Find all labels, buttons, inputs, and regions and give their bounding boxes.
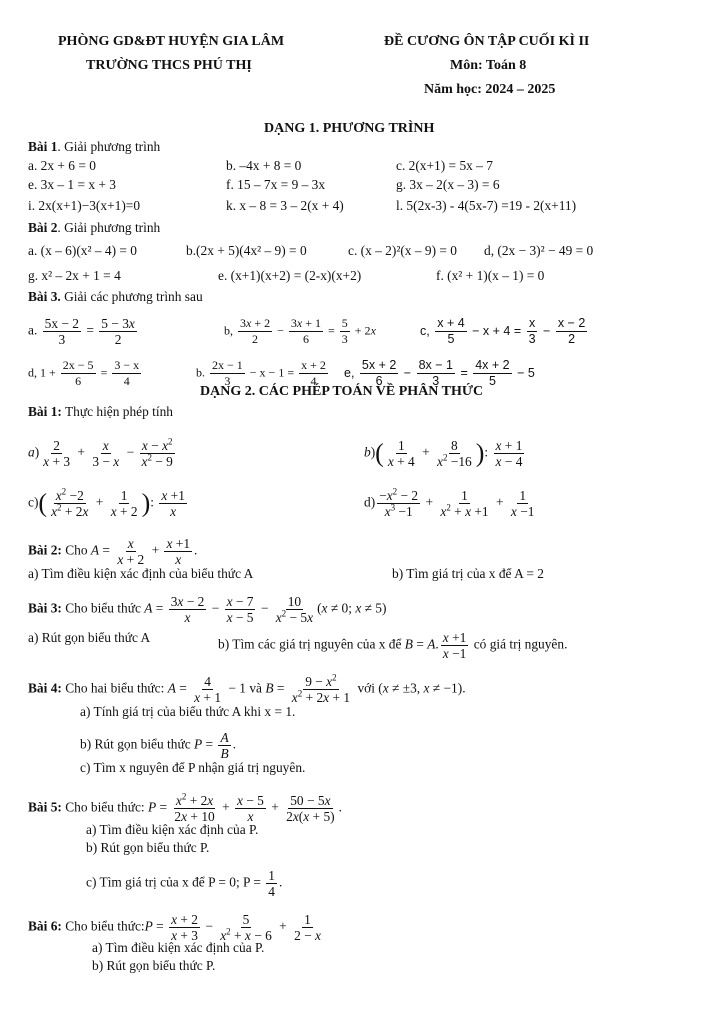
d2-exercise-3: Bài 3: Cho biểu thức A = $\frac{3x - 2}{x}$ − $\frac{x - 7}{x - 5}$ − $\frac{10}{x^2 - 5x}$ (x ≠ 0; x ≠ 5) [28, 594, 387, 625]
exercise-3-heading: Bài 3. Giải các phương trình sau [28, 289, 203, 304]
d2-ex4-c: c) Tìm x nguyên để P nhận giá trị nguyên. [80, 760, 306, 775]
eq-1a: a. 2x + 6 = 0 [28, 158, 96, 173]
eq-1l: l. 5(2x-3) - 4(5x-7) =19 - 2(x+11) [396, 198, 577, 213]
document-title: ĐỀ CƯƠNG ÔN TẬP CUỐI KÌ II [384, 34, 590, 49]
d2-ex4-b: b) Rút gọn biểu thức P = $\frac{A}{B}$ . [80, 730, 236, 761]
eq-1f: f. 15 – 7x = 9 – 3x [226, 177, 326, 192]
eq-2a: a. (x – 6)(x² – 4) = 0 [28, 243, 137, 258]
eq-1i: i. 2x(x+1)−3(x+1)=0 [28, 198, 141, 213]
section-2-title: DẠNG 2. CÁC PHÉP TOÁN VỀ PHÂN THỨC [200, 384, 484, 399]
eq-2c: c. (x – 2)²(x – 9) = 0 [348, 243, 457, 258]
d2-exercise-1-heading: Bài 1: Thực hiện phép tính [28, 404, 173, 419]
eq-1k: k. x – 8 = 3 – 2(x + 4) [226, 198, 344, 213]
d2-exercise-5: Bài 5: Cho biểu thức: P = $\frac{x^2 + 2x}{2x + 10}$ + $\frac{x - 5}{x}$ + $\frac{50 - 5x}{2x(x + 5)}$ . [28, 791, 342, 824]
exercise-1-heading: Bài 1. Giải phương trình [28, 139, 161, 154]
eq-2e: e. (x+1)(x+2) = (2-x)(x+2) [218, 268, 362, 283]
exercise-2-heading: Bài 2. Giải phương trình [28, 220, 161, 235]
d2-ex3-a: a) Rút gọn biểu thức A [28, 630, 151, 645]
d2-ex6-a: a) Tìm điều kiện xác định của P. [92, 940, 265, 955]
eq-3c: c, $\frac{x + 4}{5}$ − x + 4 = $\frac{x}{3}$ − $\frac{x - 2}{2}$ [420, 316, 586, 346]
d2-ex5-c: c) Tìm giá trị của x để P = 0; P = $\frac{1}{4}$ . [86, 868, 283, 899]
d2-ex5-a: a) Tìm điều kiện xác định của P. [86, 822, 259, 837]
eq-3a: a. $\frac{5x - 2}{3}$ = $\frac{5 - 3x}{2}$ [28, 316, 135, 347]
school-name: TRƯỜNG THCS PHÚ THỊ [86, 58, 252, 73]
eq-2f: f. (x² + 1)(x – 1) = 0 [436, 268, 545, 283]
eq-3d: d, 1 + $\frac{2x - 5}{6}$ = $\frac{3 - x}{4}$ [28, 358, 140, 388]
eq-1c: c. 2(x+1) = 5x – 7 [396, 158, 493, 173]
eq-1b: b. –4x + 8 = 0 [226, 158, 302, 173]
section-1-title: DẠNG 1. PHƯƠNG TRÌNH [264, 121, 435, 136]
d2-ex2-a: a) Tìm điều kiện xác định của biểu thức A [28, 566, 254, 581]
d2-ex4-a: a) Tính giá trị của biểu thức A khi x = 1. [80, 704, 296, 719]
d2-ex5-b: b) Rút gọn biểu thức P. [86, 840, 210, 855]
d2-ex6-b: b) Rút gọn biểu thức P. [92, 958, 216, 973]
eq-3e: e, $\frac{5x + 2}{6}$ − $\frac{8x - 1}{3}$ = $\frac{4x + 2}{5}$ − 5 [344, 358, 535, 388]
expr-1c: c)( $\frac{x^2 -2}{x^2 + 2x}$ + $\frac{1}{x + 2}$ ): $\frac{x +1}{x}$ [28, 486, 185, 519]
eq-1e: e. 3x – 1 = x + 3 [28, 177, 117, 192]
eq-2d: d, (2x − 3)² − 49 = 0 [484, 243, 594, 258]
school-department: PHÒNG GD&ĐT HUYỆN GIA LÂM [58, 34, 285, 49]
d2-exercise-6: Bài 6: Cho biểu thức:P = $\frac{x + 2}{x + 3}$ − $\frac{5}{x^2 + x - 6}$ + $\frac{1}{2 - x}$ [28, 912, 321, 943]
eq-3b2: b. $\frac{2x - 1}{3}$ − x − 1 = $\frac{x + 2}{4}$ [196, 358, 326, 388]
school-year: Năm học: 2024 – 2025 [424, 82, 556, 97]
subject: Môn: Toán 8 [450, 58, 527, 73]
expr-1d: d) $\frac{-x^2 - 2}{x^3 -1}$ + $\frac{1}{x^2 + x +1}$ + $\frac{1}{x -1}$ [364, 486, 535, 519]
eq-2g: g. x² – 2x + 1 = 4 [28, 268, 121, 283]
d2-exercise-2: Bài 2: Cho A = $\frac{x}{x + 2}$ + $\frac{x +1}{x}$ . [28, 536, 198, 567]
expr-1a: a) $\frac{2}{x + 3}$ + $\frac{x}{3 - x}$ − $\frac{x - x^2}{x^2 - 9}$ [28, 436, 173, 469]
d2-ex2-b: b) Tìm giá trị của x để A = 2 [392, 566, 544, 581]
eq-2b: b.(2x + 5)(4x² – 9) = 0 [186, 243, 307, 258]
expr-1b: b)( $\frac{1}{x + 4}$ + $\frac{8}{x^2 -16}$ ): $\frac{x + 1}{x - 4}$ [364, 438, 523, 469]
d2-ex3-b: b) Tìm các giá trị nguyên của x để B = A. $\frac{x +1}{x -1}$ có giá trị nguyên. [218, 630, 568, 661]
eq-1g: g. 3x – 2(x – 3) = 6 [396, 177, 500, 192]
eq-3b: b, $\frac{3x + 2}{2}$ − $\frac{3x + 1}{6}$ = $\frac{5}{3}$ + 2x [224, 316, 376, 346]
d2-exercise-4: Bài 4: Cho hai biểu thức: A = $\frac{4}{x + 1}$ − 1 và B = $\frac{9 - x^2}{x^2 + 2x + 1}$ với (x ≠ ±3, x ≠ −1). [28, 672, 466, 705]
